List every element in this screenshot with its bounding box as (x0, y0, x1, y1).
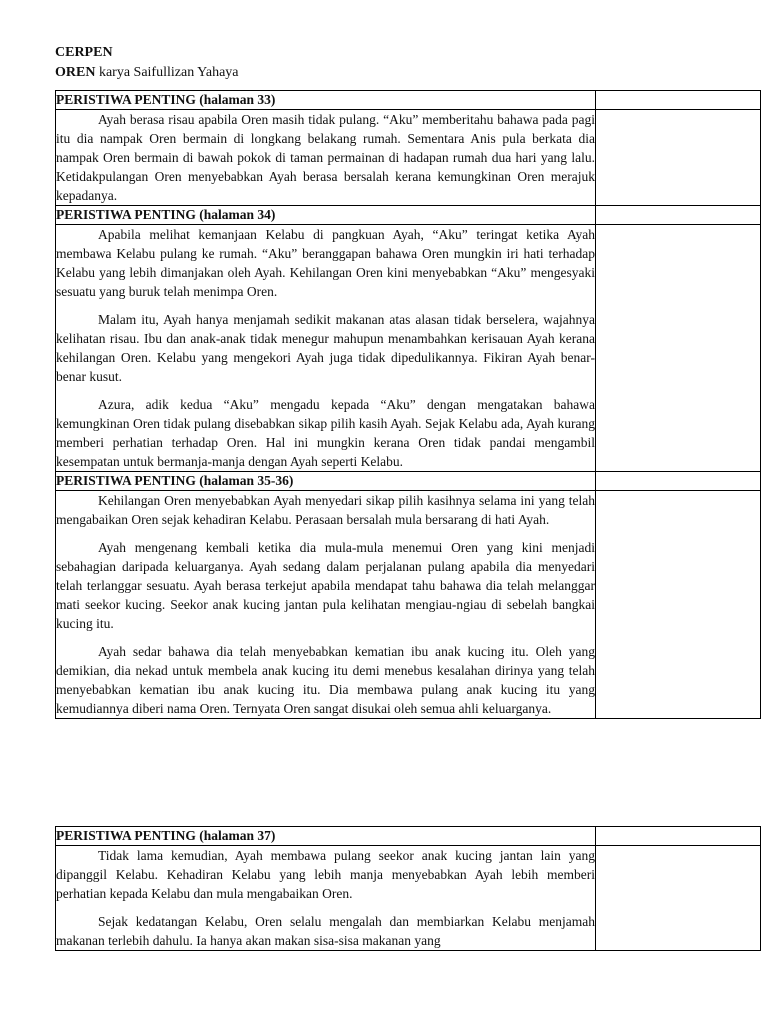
paragraph: Sejak kedatangan Kelabu, Oren selalu mengalah dan membiarkan Kelabu menjamah makanan terlebih dahulu. Ia hanya akan makan sisa-sisa makanan yang (56, 914, 595, 948)
section-body-row (56, 846, 761, 951)
paragraph: Tidak lama kemudian, Ayah membawa pulang seekor anak kucing jantan lain yang dipanggil Kelabu. Kehadiran Kelabu yang lebih manja menyebabkan Ayah lebih memberi perhatian kepada Kelabu dan mula mengabaikan Oren. (56, 848, 595, 901)
document-header (55, 43, 239, 83)
section-body-row (56, 110, 761, 206)
section-body (56, 110, 596, 206)
notes-cell (596, 225, 761, 472)
notes-cell (596, 846, 761, 951)
section-heading-row (56, 206, 761, 225)
section-body (56, 846, 596, 951)
section-heading: PERISTIWA PENTING (halaman 33) (56, 91, 596, 110)
section-heading: PERISTIWA PENTING (halaman 35-36) (56, 472, 596, 491)
section-heading-row (56, 827, 761, 846)
notes-cell (596, 110, 761, 206)
notes-cell (596, 472, 761, 491)
paragraph: Ayah mengenang kembali ketika dia mula-mula menemui Oren yang kini menjadi sebahagian daripada keluarganya. Ayah sedang dalam perjalanan pulang apabila dia menyedari telah terlanggar sesuatu. Ayah berasa terkejut apabila mendapat tahu bahawa dia telah melanggar mati seekor kucing. Seekor anak kucing jantan pula kelihatan mengiau-ngiau di sebelah bangkai kucing itu. (56, 540, 595, 631)
paragraph: Azura, adik kedua “Aku” mengadu kepada “Aku” dengan mengatakan bahawa kemungkinan Oren tidak pulang disebabkan sikap pilih kasih Ayah. Sejak Kelabu ada, Ayah kurang memberi perhatian terhadap Oren. Hal ini mungkin kerana Oren tidak pandai mengambil kesempatan untuk bermanja-manja dengan Ayah seperti Kelabu. (56, 397, 595, 469)
paragraph: Kehilangan Oren menyebabkan Ayah menyedari sikap pilih kasihnya selama ini yang telah mengabaikan Oren sejak kehadiran Kelabu. Perasaan bersalah mula bersarang di hati Ayah. (56, 493, 595, 527)
section-heading: PERISTIWA PENTING (halaman 37) (56, 827, 596, 846)
document-label: CERPEN (55, 45, 113, 60)
section-body-row (56, 491, 761, 719)
paragraph: Apabila melihat kemanjaan Kelabu di pangkuan Ayah, “Aku” teringat ketika Ayah membawa Kelabu pulang ke rumah. “Aku” beranggapan bahawa Oren mungkin iri hati terhadap Kelabu yang lebih dimanjakan oleh Ayah. Kehilangan Oren kini menyebabkan “Aku” mengesyaki sesuatu yang buruk telah menimpa Oren. (56, 227, 595, 299)
section-body-row (56, 225, 761, 472)
story-title: OREN (55, 65, 96, 80)
author-line: karya Saifullizan Yahaya (98, 65, 239, 80)
paragraph: Malam itu, Ayah hanya menjamah sedikit makanan atas alasan tidak berselera, wajahnya kelihatan risau. Ibu dan anak-anak tidak menegur mahupun menambahkan kerisauan Ayah kerana kehilangan Oren. Kelabu yang mengekori Ayah juga tidak dipedulikannya. Fikiran Ayah benar-benar kusut. (56, 312, 595, 384)
story-title-line (55, 63, 239, 83)
events-table-1 (55, 90, 761, 719)
section-heading-row (56, 91, 761, 110)
events-table-2 (55, 826, 761, 951)
paragraph: Ayah berasa risau apabila Oren masih tidak pulang. “Aku” memberitahu bahawa pada pagi itu dia nampak Oren bermain di longkang belakang rumah. Sementara Anis pula berkata dia nampak Oren bermain di bawah pokok di taman permainan di hadapan rumah dua hari yang lalu. Ketidakpulangan Oren menyebabkan Ayah berasa bersalah kerana kemungkinan Oren merajuk kepadanya. (56, 112, 595, 203)
notes-cell (596, 827, 761, 846)
notes-cell (596, 206, 761, 225)
notes-cell (596, 91, 761, 110)
section-heading: PERISTIWA PENTING (halaman 34) (56, 206, 596, 225)
section-body (56, 491, 596, 719)
section-body (56, 225, 596, 472)
section-heading-row (56, 472, 761, 491)
notes-cell (596, 491, 761, 719)
paragraph: Ayah sedar bahawa dia telah menyebabkan kematian ibu anak kucing itu. Oleh yang demikian, dia nekad untuk membela anak kucing itu demi menebus kesalahan dirinya yang telah menyebabkan kematian ibu anak kucing itu. Dia membawa pulang anak kucing itu yang kemudiannya diberi nama Oren. Ternyata Oren sangat disukai oleh semua ahli keluarganya. (56, 644, 595, 716)
